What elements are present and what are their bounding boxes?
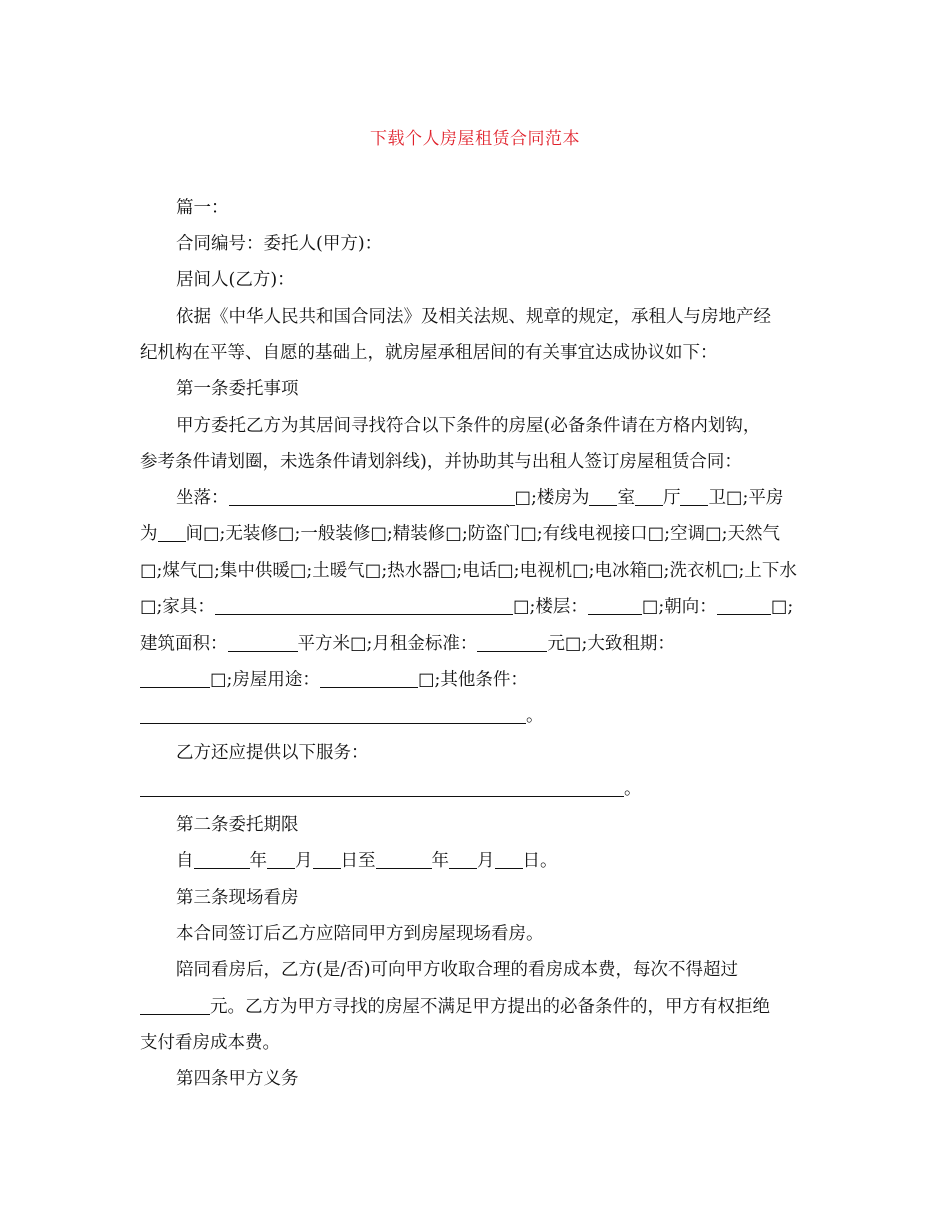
- text-segment: 。: [526, 706, 544, 726]
- blank-line: [449, 849, 477, 869]
- text-segment: □;楼房为: [514, 488, 590, 508]
- section-label: 篇一：: [176, 198, 229, 218]
- article-1-text-1: 甲方委托乙方为其居间寻找符合以下条件的房屋(必备条件请在方格内划钩，: [176, 416, 761, 436]
- article-3-text-1: 本合同签订后乙方应陪同甲方到房屋现场看房。: [176, 924, 544, 944]
- rooms-line: [140, 522, 812, 546]
- text-segment: □;朝向：: [641, 597, 717, 617]
- text-segment: 室: [617, 488, 635, 508]
- term-use-line: [140, 668, 812, 692]
- blank-line: [215, 595, 513, 615]
- text-segment: 日。: [522, 851, 558, 871]
- blank-line: [588, 595, 642, 615]
- article-1-text-2: 参考条件请划圈，未选条件请划斜线)，并协助其与出租人签订房屋租赁合同：: [140, 452, 742, 472]
- text-segment: 自: [176, 851, 194, 871]
- text-segment: 平方米□;月租金标准：: [297, 634, 478, 654]
- facilities-line: □;煤气□;集中供暖□;土暖气□;热水器□;电话□;电视机□;电冰箱□;洗衣机□;上下水: [140, 561, 797, 581]
- blank-line: [313, 849, 341, 869]
- other-conditions-line: [140, 704, 812, 728]
- blank-line: [717, 595, 771, 615]
- blank-line: [194, 849, 250, 869]
- text-segment: □;其他条件：: [417, 670, 528, 690]
- intermediary-line: 居间人(乙方)：: [176, 270, 295, 290]
- text-segment: 月: [295, 851, 313, 871]
- text-segment: 建筑面积：: [140, 634, 228, 654]
- article-3-text-3: [140, 995, 812, 1019]
- text-segment: 年: [249, 851, 267, 871]
- blank-line: [635, 486, 663, 506]
- blank-line: [140, 995, 210, 1015]
- text-segment: □;: [770, 597, 794, 617]
- blank-line: [229, 486, 515, 506]
- article-3-text-2: 陪同看房后，乙方(是/否)可向甲方收取合理的看房成本费，每次不得超过: [176, 960, 739, 980]
- text-segment: 。: [624, 779, 642, 799]
- blank-line: [228, 632, 298, 652]
- text-segment: 年: [431, 851, 449, 871]
- blank-line: [589, 486, 617, 506]
- area-rent-line: [140, 632, 812, 656]
- text-segment: 为: [140, 524, 158, 544]
- blank-line: [495, 849, 523, 869]
- blank-line: [158, 522, 186, 542]
- period-line: [176, 849, 812, 873]
- contract-number-line: 合同编号：委托人(甲方)：: [176, 234, 383, 254]
- blank-line: [140, 777, 624, 797]
- text-segment: 卫□;平房: [708, 488, 784, 508]
- article-1-heading: 第一条委托事项: [176, 379, 299, 399]
- blank-line: [477, 632, 547, 652]
- blank-line: [376, 849, 432, 869]
- text-segment: □;房屋用途：: [210, 670, 320, 690]
- preamble-line-2: 纪机构在平等、自愿的基础上，就房屋承租居间的有关事宜达成协议如下：: [140, 343, 718, 363]
- text-segment: 月: [477, 851, 495, 871]
- text-segment: 厅: [662, 488, 681, 508]
- furniture-line: [140, 595, 812, 619]
- services-line: [140, 777, 812, 801]
- text-segment: 元。乙方为甲方寻找的房屋不满足甲方提出的必备条件的，甲方有权拒绝: [210, 997, 770, 1017]
- text-segment: □;家具：: [140, 597, 215, 617]
- text-segment: 日至: [340, 851, 376, 871]
- blank-line: [140, 704, 526, 724]
- blank-line: [267, 849, 295, 869]
- document-title: 下载个人房屋租赁合同范本: [370, 129, 580, 149]
- article-2-heading: 第二条委托期限: [176, 815, 299, 835]
- blank-line: [320, 668, 418, 688]
- article-4-heading: 第四条甲方义务: [176, 1069, 299, 1089]
- blank-line: [680, 486, 708, 506]
- preamble-line-1: 依据《中华人民共和国合同法》及相关法规、规章的规定，承租人与房地产经: [176, 307, 771, 327]
- services-heading: 乙方还应提供以下服务：: [176, 743, 369, 763]
- text-segment: □;楼层：: [512, 597, 588, 617]
- text-segment: 元□;大致租期：: [547, 634, 675, 654]
- text-segment: 间□;无装修□;一般装修□;精装修□;防盗门□;有线电视接口□;空调□;天然气: [185, 524, 781, 544]
- blank-line: [140, 668, 210, 688]
- location-line: [176, 486, 812, 510]
- article-3-text-4: 支付看房成本费。: [140, 1033, 280, 1053]
- article-3-heading: 第三条现场看房: [176, 888, 299, 908]
- text-segment: 坐落：: [176, 488, 229, 508]
